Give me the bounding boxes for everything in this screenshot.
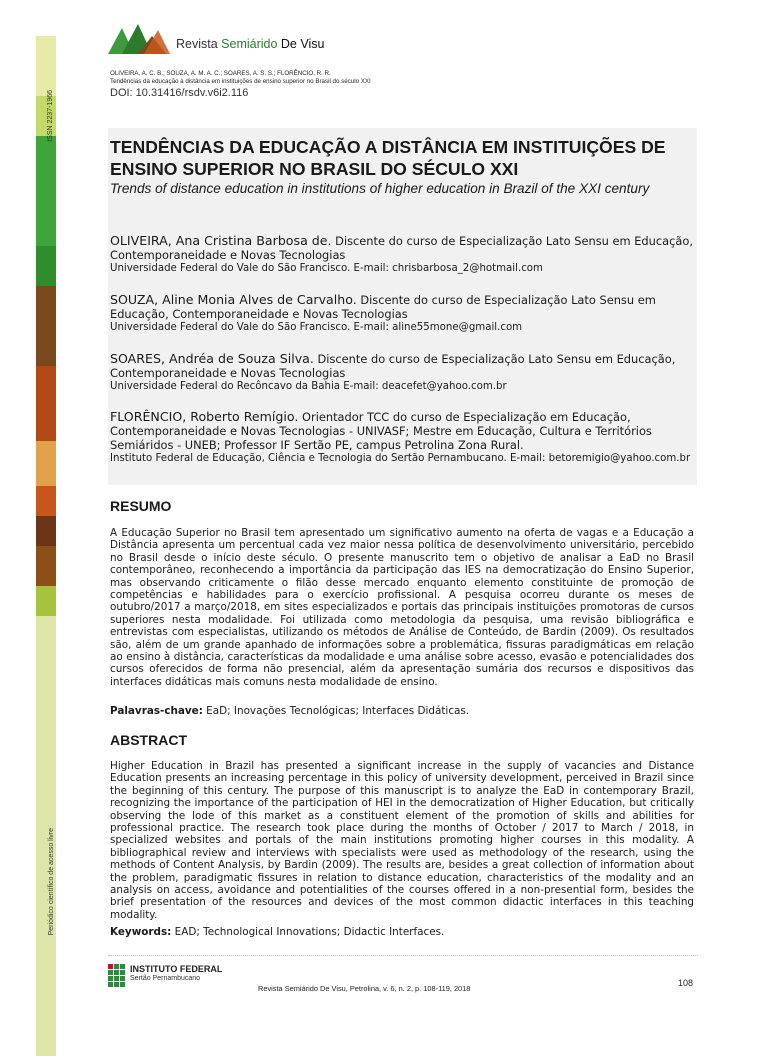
resumo-keywords-values: EaD; Inovações Tecnológicas; Interfaces Didáticas. [202,705,470,717]
author-affiliation: Universidade Federal do Vale do São Francisco. E-mail: chrisbarbosa_2@hotmail.com [110,263,543,274]
citation-title: Tendências da educação à distância em instituições de ensino superior no Brasil do século XXI [110,78,371,85]
abstract-text: Higher Education in Brazil has presented a significant increase in the supply of vacancies and Distance Education presents an increasing percentage in this policy of university development, perceived in Brazil since the beginning of this century. The purpose of this manuscript is to analyze the EaD in contemporary Brazil, recognizing the importance of the participation of HEI in the democratization of Higher Education, but critically observing the lode of this market as a constituent element of the promotion of skills and abilities for professional practice. The research took place during the months of October / 2017 to March / 2018, in specialized websites and portals of the main institutions promoting higher courses in this modality. A bibliographical review and interviews with specialists were used as methodology of the research, using the methods of Content Analysis, by Bardin (2009). The results are, besides a great collection of information about the problem, paradigmatic fissures in relation to distance education, characteristics of the modality and an analysis on access, avoidance and potentialities of the courses offered in a non-presential form, besides the brief presentation of the resources and devices of the most common didactic interfaces in this teaching modality. [110,760,694,921]
author-block [110,352,695,393]
author-name: SOARES, Andréa de Souza Silva. [110,351,314,366]
open-access-label: Periódico científico de acesso livre [48,828,55,936]
author-affiliation: Universidade Federal do Vale do São Francisco. E-mail: aline55mone@gmail.com [110,322,523,333]
author-role: Orientador TCC do curso de Especialização em Educação, Contemporaneidade e Novas Tecnologias - UNIVASF; Mestre em Educação, Cultura e Territórios Semiáridos - UNEB; Professor IF Sertão PE, campus Petrolina Zona Rural. [110,410,652,452]
author-role: Discente do curso de Especialização Lato Sensu em Educação, Contemporaneidade e Novas Tecnologias [110,234,693,262]
author-name: OLIVEIRA, Ana Cristina Barbosa de. [110,233,332,248]
author-affiliation: Instituto Federal de Educação, Ciência e Tecnologia do Sertão Pernambucano. E-mail: betoremigio@yahoo.com.br [110,453,691,464]
author-block [110,293,695,334]
institute-logo-icon [108,964,125,987]
resumo-heading: RESUMO [110,498,172,514]
title-box [108,128,697,485]
journal-name-part3: De Visu [280,37,325,51]
article-title: TENDÊNCIAS DA EDUCAÇÃO A DISTÂNCIA EM INSTITUIÇÕES DE ENSINO SUPERIOR NO BRASIL DO SÉCULO XXI [110,137,666,179]
journal-logo-icon [108,22,170,54]
abstract-heading: ABSTRACT [110,732,187,748]
page-number: 108 [678,978,694,988]
journal-name-part2: Semiárido [221,37,281,51]
author-block [110,410,695,465]
author-name: SOUZA, Aline Monia Alves de Carvalho. [110,292,357,307]
doi-link[interactable]: DOI: 10.31416/rsdv.v6i2.116 [110,87,249,99]
resumo-keywords [110,705,469,717]
citation-authors: OLIVEIRA, A. C. B.; SOUZA, A. M. A. C.; SOARES, A. S. S.; FLORÊNCIO, R. R. [110,70,331,77]
footer-citation: Revista Semiárido De Visu, Petrolina, v. 6, n. 2, p. 108-119, 2018 [258,984,471,993]
abstract-keywords-values: EAD; Technological Innovations; Didactic Interfaces. [171,926,445,938]
resumo-keywords-label: Palavras-chave: [110,705,203,717]
institute-name: INSTITUTO FEDERAL [130,964,223,974]
institute-logo [108,964,222,987]
author-role: Discente do curso de Especialização Lato Sensu em Educação, Contemporaneidade e Novas Tecnologias [110,352,676,380]
footer-divider [108,955,698,956]
author-role: Discente do curso de Especialização Lato Sensu em Educação, Contemporaneidade e Novas Tecnologias [110,293,656,321]
citation-header [110,70,371,86]
abstract-keywords [110,926,444,938]
abstract-keywords-label: Keywords: [110,926,172,938]
article-subtitle: Trends of distance education in institutions of higher education in Brazil of the XXI century [110,181,650,196]
journal-logo [108,22,324,54]
issn-label: ISSN 2237-1966 [47,90,54,142]
author-name: FLORÊNCIO, Roberto Remígio. [110,409,299,424]
author-block [110,234,695,275]
institute-campus: Sertão Pernambucano [130,975,201,982]
resumo-text: A Educação Superior no Brasil tem apresentado um significativo aumento na oferta de vagas e a Educação a Distância apresenta um percentual cada vez maior nessa política de desenvolvimento universitário, percebido no Brasil desde o início deste século. O presente manuscrito tem o objetivo de analisar a EaD no Brasil contemporâneo, reconhecendo a importância da participação das IES na democratização do Ensino Superior, mas observando criticamente o filão desse mercado enquanto elemento constituinte de promoção de competências e habilidades para o exercício profissional. A pesquisa ocorreu durante os meses de outubro/2017 a março/2018, em sites especializados e portais das principais instituições promotoras de cursos superiores nesta modalidade. Foi utilizada como metodologia da pesquisa, uma revisão bibliográfica e entrevistas com especialistas, utilizando os métodos de Análise de Conteúdo, de Bardin (2009). Os resultados são, além de um grande apanhado de informações sobre a problemática, fissuras paradigmáticas em relação ao ensino à distância, características da modalidade e uma análise sobre acesso, evasão e potencialidades dos cursos oferecidos de forma não presencial, além da apresentação sumária dos recursos e dispositivos das interfaces didáticas mais comuns nesta modalidade de ensino. [110,527,694,688]
journal-name-part1: Revista [176,37,222,51]
author-affiliation: Universidade Federal do Recôncavo da Bahia E-mail: deacefet@yahoo.com.br [110,381,507,392]
